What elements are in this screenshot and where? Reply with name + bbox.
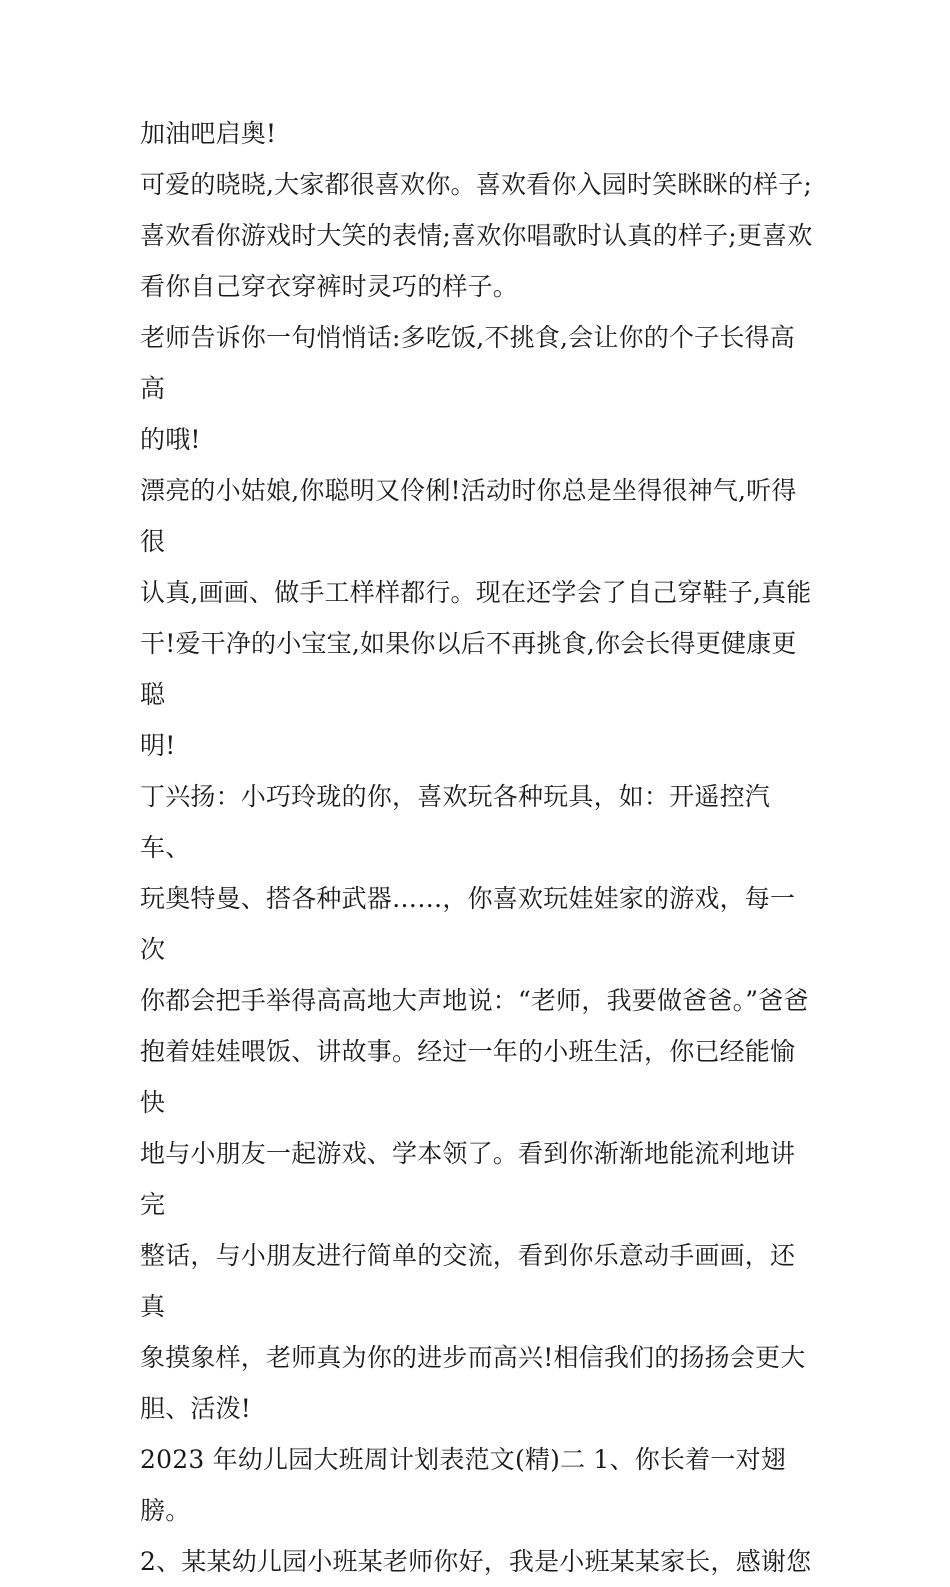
paragraph-plan-title: 2023 年幼儿园大班周计划表范文(精)二 1、你长着一对翅膀。 [140, 1445, 786, 1525]
paragraph-xiaoxiao: 可爱的晓晓,大家都很喜欢你。喜欢看你入园时笑眯眯的样子; 喜欢看你游戏时大笑的表情;喜欢你唱歌时认真的样子;更喜欢 看你自己穿衣穿裤时灵巧的样子。 [140, 170, 813, 301]
paragraph-whisper: 老师告诉你一句悄悄话:多吃饭,不挑食,会让你的个子长得高高 的哦! [140, 323, 795, 454]
paragraph-pretty-girl: 漂亮的小姑娘,你聪明又伶俐!活动时你总是坐得很神气,听得很 认真,画画、做手工样样都行。现在还学会了自己穿鞋子,真能 干!爱干净的小宝宝,如果你以后不再挑食,你会长得更健康更聪 明! [140, 476, 812, 760]
paragraph-ding-xingyang: 丁兴扬：小巧玲珑的你，喜欢玩各种玩具，如：开遥控汽车、 玩奥特曼、搭各种武器……，你喜欢玩娃娃家的游戏，每一次 你都会把手举得高高地大声地说：“老师，我要做爸爸。”爸爸 抱着娃娃喂饭、讲故事。经过一年的小班生活，你已经能愉快 地与小朋友一起游戏、学本领了。看到你渐渐地能流利地讲完 整话，与小朋友进行简单的交流，看到你乐意动手画画，还真 象摸象样，老师真为你的进步而高兴!相信我们的扬扬会更大 胆、活泼! [140, 782, 809, 1423]
paragraph-parent-letter: 2、某某幼儿园小班某老师你好，我是小班某某家长，感谢您 [140, 1547, 812, 1576]
document-body [140, 108, 820, 1587]
paragraph-cheer: 加油吧启奥! [140, 119, 277, 148]
